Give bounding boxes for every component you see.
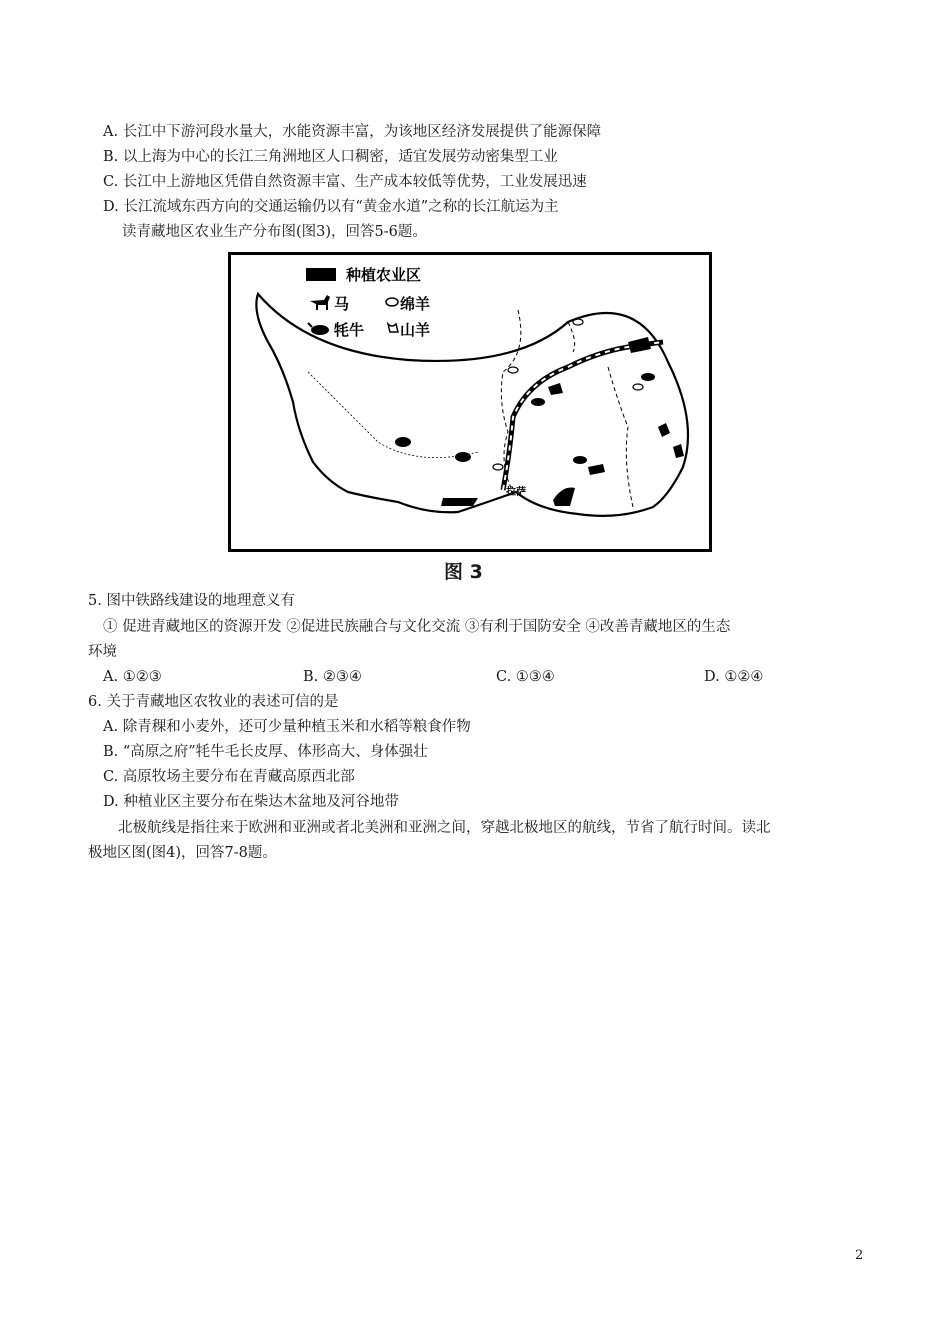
intro-q7-8: 北极航线是指往来于欧洲和亚洲或者北美洲和亚洲之间，穿越北极地区的航线，节省了航行时间。读北 xyxy=(118,820,771,836)
legend-crop-label: 种植农业区 xyxy=(346,266,422,284)
qinghai-tibet-agriculture-map xyxy=(228,252,712,552)
q5-option-a: A. ①②③ xyxy=(103,669,162,685)
intro-q5-6: 读青藏地区农业生产分布图(图3)，回答5-6题。 xyxy=(122,224,427,240)
q5-option-d: D. ①②④ xyxy=(704,669,764,685)
q5-option-c: C. ①③④ xyxy=(496,669,555,685)
page-number: 2 xyxy=(855,1248,864,1263)
q6-option-c: C. 高原牧场主要分布在青藏高原西北部 xyxy=(103,769,355,785)
legend-crop-swatch xyxy=(306,268,336,281)
legend-goat-label: 山羊 xyxy=(400,321,431,339)
q5-items-cont: 环境 xyxy=(88,644,117,660)
q5-options xyxy=(103,667,803,687)
q4-option-b: B. 以上海为中心的长江三角洲地区人口稠密，适宜发展劳动密集型工业 xyxy=(103,149,558,165)
q4-option-c: C. 长江中上游地区凭借自然资源丰富、生产成本较低等优势，工业发展迅速 xyxy=(103,174,587,190)
map-yak-marker-5 xyxy=(641,373,655,381)
q6-option-b: B. “高原之府”牦牛毛长皮厚、体形高大、身体强壮 xyxy=(103,744,428,760)
q6-stem: 6. 关于青藏地区农牧业的表述可信的是 xyxy=(88,694,339,710)
q4-option-d: D. 长江流域东西方向的交通运输仍以有“黄金水道”之称的长江航运为主 xyxy=(103,199,559,215)
map-yak-marker xyxy=(395,437,411,447)
city-lhasa-label: 拉萨 xyxy=(506,487,526,498)
q5-option-b: B. ②③④ xyxy=(303,669,362,685)
legend-horse-label: 马 xyxy=(334,295,350,313)
legend-yak-label: 牦牛 xyxy=(334,321,365,339)
q6-option-d: D. 种植业区主要分布在柴达木盆地及河谷地带 xyxy=(103,794,399,810)
intro-q7-8-cont: 极地区图(图4)，回答7-8题。 xyxy=(88,845,277,861)
q5-items: ① 促进青藏地区的资源开发 ②促进民族融合与文化交流 ③有利于国防安全 ④改善青藏地区的生态 xyxy=(103,619,731,635)
q6-option-a: A. 除青稞和小麦外，还可少量种植玉米和水稻等粮食作物 xyxy=(103,719,471,735)
map-yak-marker-3 xyxy=(573,456,587,464)
figure-caption: 图 3 xyxy=(444,561,483,583)
q5-stem: 5. 图中铁路线建设的地理意义有 xyxy=(88,593,295,609)
map-yak-marker-4 xyxy=(531,398,545,406)
crop-area xyxy=(441,498,478,506)
q4-option-a: A. 长江中下游河段水量大，水能资源丰富，为该地区经济发展提供了能源保障 xyxy=(103,124,602,140)
map-yak-marker-2 xyxy=(455,452,471,462)
legend-sheep-label: 绵羊 xyxy=(400,295,431,313)
